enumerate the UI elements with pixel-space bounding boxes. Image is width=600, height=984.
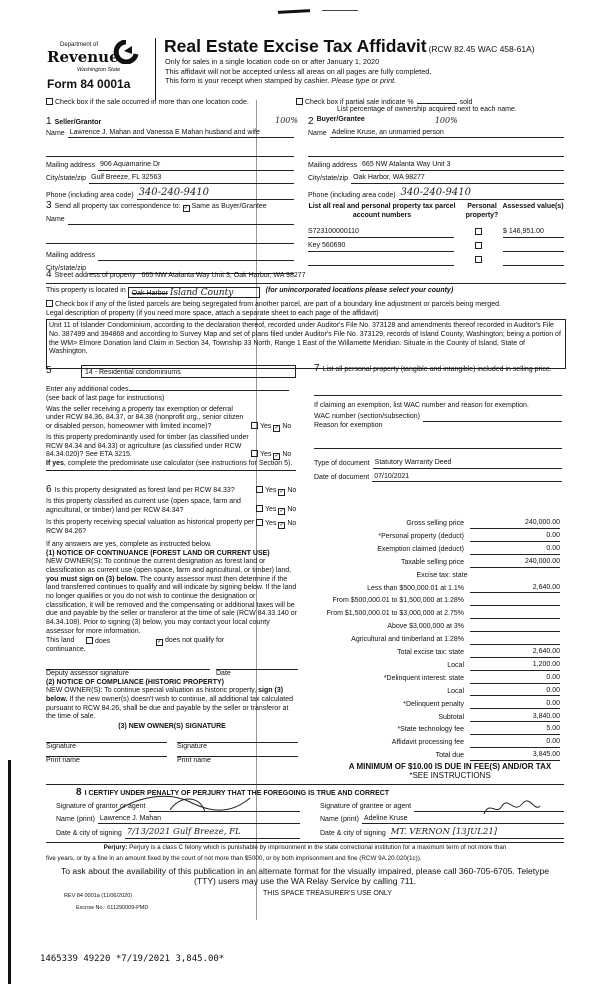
yes-no[interactable]: Yes ✓ No xyxy=(251,450,291,460)
label: Check box if partial sale indicate % xyxy=(305,99,414,106)
tax-label: Less than $500,000.01 at 1.1% xyxy=(367,584,464,592)
owner-signature[interactable]: Signature xyxy=(177,742,298,752)
no: No xyxy=(282,422,292,430)
grantee-name-field[interactable]: Adeline Kruse xyxy=(362,815,564,825)
tax-row xyxy=(300,722,560,735)
tax-label: Agricultural and timberland at 1.28% xyxy=(351,636,464,644)
form-title xyxy=(164,36,535,58)
yes: Yes xyxy=(265,520,277,528)
label: Check box if the sale occurred in more than one location code. xyxy=(55,99,249,106)
yes: Yes xyxy=(265,506,277,514)
no: No xyxy=(287,487,297,494)
corr-name-field[interactable] xyxy=(68,216,294,225)
does-not-option[interactable]: ✓ does not qualify for xyxy=(157,636,225,645)
parcel-table xyxy=(308,203,564,267)
legal-description: Unit 11 of Islander Condominium, according to the declaration thereof, recorded under Auditor's File No. 373128 and amendments thereof recorded in Auditor's File No. 387499 and 394868 and according to Survey Map and set of plans filed under Auditor's File No. 373129, records of Island County, Washington; being a portion of the WM> Elmore Donation land Claim in Section 34, Township 33 North, Range 1 East of the Willamette Meridian. Situate in the County of Island, State of Washington. xyxy=(49,322,561,356)
tax-row xyxy=(300,709,560,722)
minimum-note xyxy=(300,762,600,780)
owner-print-name[interactable]: Print name xyxy=(46,756,167,766)
wac-field[interactable] xyxy=(423,413,562,422)
parcel-row xyxy=(308,253,564,266)
sec7 xyxy=(314,363,562,485)
tax-value[interactable]: 0.00 xyxy=(470,700,560,710)
label: does not qualify for xyxy=(165,636,225,644)
tax-row xyxy=(300,529,560,542)
text: Perjury is a class C felony which is punishable by imprisonment in the state correctional institution for a maximum term of not more than xyxy=(127,843,507,851)
text: The county assessor must then determine if the land transferred continues to qualify and will indicate by signing below. If the land no longer qualifies or you do not wish to continue the designation or classification, it will be removed and the compensating or additional taxes will be due and payable by the seller or transferor at the time of sale (RCW 84.33.140 or 84.34.108). Prior to signing (3) below, you may contact your local county assessor for more information. xyxy=(46,575,297,635)
tax-row xyxy=(300,684,560,697)
minimum-text: A MINIMUM OF $10.00 IS DUE IN FEE(S) AND/OR TAX xyxy=(348,762,552,771)
tax-label: *State technology fee xyxy=(397,726,464,734)
type-print-note: Please type or print. xyxy=(331,76,397,85)
section-number: 8 xyxy=(76,787,82,798)
doc-date-field[interactable]: 07/10/2021 xyxy=(372,473,562,483)
owner-signature[interactable]: Signature xyxy=(46,742,167,752)
tax-value[interactable] xyxy=(470,644,560,645)
tax-value[interactable]: 2,640.00 xyxy=(470,584,560,594)
grantee-date-field[interactable]: MT. VERNON [13JUL21] xyxy=(389,827,564,839)
tax-value[interactable] xyxy=(470,605,560,606)
label: This property is located in xyxy=(46,286,126,294)
signature-scribble-grantee xyxy=(482,800,542,818)
label: (see back of last page for instructions) xyxy=(46,394,165,402)
label: WAC number (section/subsection) xyxy=(314,413,420,421)
col-header: Personal property? xyxy=(465,203,499,219)
tax-label: Excise tax: state xyxy=(416,571,468,579)
label: Signature of grantee or agent xyxy=(320,802,412,810)
tax-label: Gross selling price xyxy=(406,520,464,528)
col-header: Assessed value(s) xyxy=(502,203,564,210)
accessibility-note: To ask about the availability of this publication in an alternate format for the visually impaired, please call 360-705-6705. Teletype (TTY) users may use the WA Relay Service by calling 711. xyxy=(60,865,550,886)
label: Legal description of property (if you need more space, attach a separate sheet to each page of the affidavit) xyxy=(46,310,379,318)
buyer-section xyxy=(308,116,564,203)
assessed-value-field[interactable] xyxy=(503,251,564,252)
yes-no[interactable]: Yes ✓ No xyxy=(256,486,296,496)
street-address-field[interactable]: 665 NW Atalanta Way Unit 3, Oak Harbor, WA 98277 xyxy=(141,272,306,279)
tax-value[interactable] xyxy=(470,618,560,619)
section-title: Seller/Grantor xyxy=(54,119,102,126)
tax-label: From $500,000.01 to $1,500,000 at 1.28% xyxy=(332,597,464,605)
yes: Yes xyxy=(265,487,277,494)
header-line xyxy=(165,76,431,86)
tax-value[interactable]: 2,640.00 xyxy=(470,648,560,658)
tax-label: *Personal property (deduct) xyxy=(378,533,464,541)
parcel-number-field[interactable]: S723100000110 xyxy=(308,228,454,238)
tax-row xyxy=(300,542,560,555)
label: Name xyxy=(46,129,65,137)
section-number: 1 xyxy=(46,116,52,127)
seller-city-field[interactable]: Gulf Breeze, FL 32563 xyxy=(89,174,294,184)
label: Name xyxy=(308,129,327,137)
label: Date & city of signing xyxy=(56,830,122,838)
label: Date & city of signing xyxy=(320,830,386,838)
label: Signature of grantor or agent xyxy=(56,802,146,810)
yes-no[interactable]: Yes ✓ No xyxy=(256,519,296,536)
no: No xyxy=(287,520,297,528)
text: you must sign on (3) below. xyxy=(46,575,138,583)
label: Reason for exemption xyxy=(314,422,383,429)
header-line: Only for sales in a single location code on or after January 1, 2020 xyxy=(165,57,380,66)
no: No xyxy=(287,506,297,514)
segregated-checkbox[interactable] xyxy=(46,300,53,307)
tax-label: From $1,500,000.01 to $3,000,000 at 2.75% xyxy=(326,610,464,618)
same-as-buyer-checkbox[interactable]: ✓ xyxy=(183,205,189,211)
tax-row xyxy=(300,696,560,709)
label: Name xyxy=(46,215,65,223)
tax-value[interactable]: 0.00 xyxy=(470,532,560,542)
label: Type of document xyxy=(314,459,370,467)
tax-row xyxy=(300,568,560,581)
logo-dept-of: Department of xyxy=(60,42,99,48)
seller-section xyxy=(46,116,298,203)
section-number: 2 xyxy=(308,116,314,127)
buyer-city-field[interactable]: Oak Harbor, WA 98277 xyxy=(351,174,564,184)
tax-row xyxy=(300,748,560,761)
tax-value[interactable]: 0.00 xyxy=(470,687,560,697)
buyer-percent: 100% xyxy=(434,116,458,125)
label: continuance. xyxy=(46,646,86,654)
tax-label: *Delinquent penalty xyxy=(403,700,464,708)
seller-name-line2[interactable] xyxy=(46,148,294,157)
pct-note: List percentage of ownership acquired next to each name. xyxy=(337,106,517,113)
does-option[interactable] xyxy=(86,637,156,647)
logo-state: Washington State xyxy=(77,67,121,73)
corr-name-line2[interactable] xyxy=(46,235,294,244)
tax-value[interactable] xyxy=(470,631,560,632)
tax-value[interactable]: 240,000.00 xyxy=(470,519,560,529)
label: Check box if any of the listed parcels are being segregated from another parcel, are part of a boundary line adjustment or parcels being merged. xyxy=(55,300,501,308)
buyer-mail-field[interactable]: 665 NW Atalanta Way Unit 3 xyxy=(360,161,564,171)
label: City/state/zip xyxy=(46,264,87,272)
tax-value[interactable]: 0.00 xyxy=(470,674,560,684)
certify-text: I CERTIFY UNDER PENALTY OF PERJURY THAT THE FOREGOING IS TRUE AND CORRECT xyxy=(84,790,390,797)
cashier-stamp: 1465339 49220 *7/19/2021 3,845.00* xyxy=(40,954,225,964)
label: If any answers are yes, complete as instructed below. xyxy=(46,540,212,548)
corr-mail-field[interactable] xyxy=(98,252,294,261)
form-number: Form 84 0001a xyxy=(47,77,131,91)
personal-property-checkbox[interactable] xyxy=(460,242,499,252)
label: City/state/zip xyxy=(308,175,349,182)
label: Mailing address xyxy=(46,251,96,259)
section-title: Buyer/Grantee xyxy=(316,116,365,123)
question: Is this property designated as forest land per RCW 84.33? xyxy=(54,487,235,494)
checkbox[interactable] xyxy=(46,98,53,105)
notice-title: (1) NOTICE OF CONTINUANCE (FOREST LAND OR CURRENT USE) xyxy=(46,549,270,557)
label: does xyxy=(95,637,111,645)
question: Is this property predominantly used for timber (as classified under RCW 84.34 and 84.33) or agriculture (as classified under RCW 84.34.020)? See ETA 3215. xyxy=(46,433,249,459)
label: , complete the predominate use calculator (see instructions for Section 5). xyxy=(63,460,293,467)
header-line: This affidavit will not be accepted unless all areas on all pages are fully completed. xyxy=(165,66,432,76)
label: List all personal property (tangible and intangible) included in selling price. xyxy=(322,366,552,373)
notice-text xyxy=(46,687,298,722)
notice-text xyxy=(46,558,298,636)
text: NEW OWNER(S): To continue the current designation as forest land or classification as current use (open space, farm and agricultural, or timber) land, xyxy=(46,558,292,574)
dor-emblem-icon xyxy=(112,40,140,64)
section-number: 7 xyxy=(314,363,320,374)
tax-value[interactable]: 240,000.00 xyxy=(470,558,560,568)
tax-table xyxy=(300,516,560,761)
label: (for unincorporated locations please select your county) xyxy=(265,286,454,294)
tax-row xyxy=(300,606,560,619)
tax-value[interactable]: 1,200.00 xyxy=(470,661,560,671)
location-code-field[interactable]: 14 - Residential condominiums xyxy=(81,365,296,378)
text: sign (3) below. xyxy=(46,687,284,704)
grantor-name-field[interactable]: Lawrence J. Mahan xyxy=(98,815,300,825)
tax-label: Total due xyxy=(435,752,464,760)
handwritten-location: Island County xyxy=(169,287,234,298)
checkbox[interactable] xyxy=(296,98,303,105)
label: Same as Buyer/Grantee xyxy=(191,203,267,210)
text: If the new owner(s) doesn't wish to continue, all additional tax calculated pursuant to RCW 84.26, shall be due and payable by the seller or transferor at the time of sale. xyxy=(46,696,293,721)
tax-row xyxy=(300,516,560,529)
receipt-note: This form is your receipt when stamped by cashier. xyxy=(165,76,332,85)
yes: Yes xyxy=(260,451,272,458)
personal-property-field[interactable] xyxy=(314,376,562,396)
label: If yes xyxy=(46,460,64,467)
tax-value[interactable]: 3,845.00 xyxy=(470,751,560,761)
struck-location: Oak Harbor xyxy=(131,289,168,297)
question: Was the seller receiving a property tax exemption or deferral under RCW 84.36, 84.37, or 84.38 (nonprofit org., senior citizen or disabled person, homeowner with limited income)? xyxy=(46,405,244,430)
treasurer-label: THIS SPACE TREASURER'S USE ONLY xyxy=(263,890,392,897)
signature-scribble-grantor xyxy=(110,790,260,820)
multi-location-check[interactable] xyxy=(46,98,249,108)
label: Perjury: xyxy=(103,843,128,851)
yes-no[interactable]: Yes ✓ No xyxy=(251,422,291,432)
reason-field[interactable] xyxy=(314,431,562,449)
section-number: 3 xyxy=(46,200,52,211)
escrow-number: Escrow No.: 611290009-PMD xyxy=(76,905,149,911)
tax-label: Local xyxy=(447,661,464,669)
seller-name-field[interactable]: Lawrence J. Mahan and Vanessa E Mahan husband and wife xyxy=(68,129,294,139)
tax-value[interactable]: 5.00 xyxy=(470,725,560,735)
parcel-number-field[interactable] xyxy=(308,265,454,266)
tax-label: Exemption claimed (deduct) xyxy=(377,545,464,553)
tax-row xyxy=(300,593,560,606)
label: Date of document xyxy=(314,473,370,481)
col-header: List all real and personal property tax parcel account numbers xyxy=(308,203,456,219)
tax-label: Affidavit processing fee xyxy=(391,739,464,747)
legal-description-box[interactable] xyxy=(46,319,566,369)
location-select[interactable] xyxy=(128,287,260,298)
seller-percent: 100% xyxy=(275,116,298,125)
question: Is this property receiving special valuation as historical property per RCW 84.26? xyxy=(46,519,255,536)
title-text: Real Estate Excise Tax Affidavit xyxy=(164,36,427,56)
seller-phone-field[interactable]: 340-240-9410 xyxy=(137,187,294,201)
scan-mark xyxy=(322,10,358,11)
tax-row xyxy=(300,658,560,671)
tax-value[interactable]: 3,840.00 xyxy=(470,713,560,723)
label: Mailing address xyxy=(308,162,358,170)
section-number: 6 xyxy=(46,484,52,495)
tax-value[interactable]: 0.00 xyxy=(470,738,560,748)
revision-label: REV 84 0001a (11/06/2020) xyxy=(64,893,133,899)
label: Send all property tax correspondence to: xyxy=(54,203,181,210)
parcel-row xyxy=(308,225,564,238)
personal-property-checkbox[interactable] xyxy=(460,256,499,266)
yes-no[interactable]: Yes ✓ No xyxy=(256,505,296,515)
tax-row xyxy=(300,632,560,645)
tax-label: Local xyxy=(447,687,464,695)
label: Phone (including area code) xyxy=(308,191,396,199)
scan-edge xyxy=(8,760,11,984)
tax-row xyxy=(300,735,560,748)
tax-label: Total excise tax: state xyxy=(397,649,464,657)
parcel-number-field[interactable]: Key 560690 xyxy=(308,242,454,252)
logo-revenue: Revenue xyxy=(47,48,119,66)
dor-logo xyxy=(42,40,142,96)
assessed-value-field[interactable] xyxy=(503,265,564,266)
section-number: 5 xyxy=(46,365,52,377)
sec6 xyxy=(46,486,298,765)
header-notes xyxy=(165,57,431,86)
label: Name (print) xyxy=(56,815,95,823)
label: Name (print) xyxy=(320,815,359,823)
correspondence-section xyxy=(46,200,294,277)
tax-label: *Delinquent interest: state xyxy=(383,674,464,682)
tax-label: Taxable selling price xyxy=(400,558,464,566)
deputy-signature[interactable]: Deputy assessor signature xyxy=(46,669,210,679)
text: NEW OWNER(S): To continue special valuation as historic property, xyxy=(46,687,259,695)
owner-print-name[interactable]: Print name xyxy=(177,756,298,766)
label: If claiming an exemption, list WAC number and reason for exemption. xyxy=(314,401,529,409)
label: City/state/zip xyxy=(46,175,87,182)
grantor-date-field[interactable]: 7/13/2021 Gulf Breeze, FL xyxy=(125,827,300,839)
tax-row xyxy=(300,555,560,568)
seller-mail-field[interactable]: 906 Aquamarine Dr xyxy=(98,161,294,171)
tax-label: Subtotal xyxy=(438,713,464,721)
signature-title: (3) NEW OWNER(S) SIGNATURE xyxy=(118,723,226,731)
tax-value[interactable]: 0.00 xyxy=(470,545,560,555)
property-section xyxy=(46,269,566,369)
tax-label: Above $3,000,000 at 3% xyxy=(387,623,464,631)
doc-type-field[interactable]: Statutory Warranty Deed xyxy=(373,459,562,469)
scan-mark xyxy=(278,9,310,14)
buyer-phone-field[interactable]: 340-240-9410 xyxy=(399,187,564,201)
label: Mailing address xyxy=(46,162,96,170)
perjury-note-2: five years, or by a fine in an amount fixed by the court of not more than $5000, or by both imprisonment and fine (RCW 9A.20.020(1c)). xyxy=(46,854,422,862)
label: Phone (including area code) xyxy=(46,191,134,199)
header-divider xyxy=(155,38,156,101)
notice-title: (2) NOTICE OF COMPLIANCE (HISTORIC PROPERTY) xyxy=(46,678,224,686)
sec5 xyxy=(46,365,296,471)
yes: Yes xyxy=(260,422,272,430)
tax-row xyxy=(300,619,560,632)
buyer-name-line2[interactable] xyxy=(308,148,564,157)
deputy-date[interactable]: Date xyxy=(216,669,298,679)
personal-property-checkbox[interactable] xyxy=(460,228,499,238)
label: This land xyxy=(46,636,75,644)
see-instructions: *SEE INSTRUCTIONS xyxy=(409,771,491,780)
tax-row xyxy=(300,671,560,684)
label: Street address of property xyxy=(54,272,136,279)
tax-row xyxy=(300,580,560,593)
perjury-note xyxy=(46,842,564,852)
label: Enter any additional codes xyxy=(46,386,129,393)
section-number: 4 xyxy=(46,269,52,280)
parcel-row xyxy=(308,239,564,252)
question: Is this property classified as current use (open space, farm and agricultural, or timber) land per RCW 84.34? xyxy=(46,498,241,514)
label: sold xyxy=(459,99,473,106)
assessed-value-field[interactable]: $ 146,951.00 xyxy=(503,228,564,238)
tax-row xyxy=(300,645,560,658)
title-rcw: (RCW 82.45 WAC 458-61A) xyxy=(428,44,535,54)
buyer-name-field[interactable]: Adeline Kruse, an unmarried person xyxy=(330,129,564,139)
no: No xyxy=(282,451,292,458)
